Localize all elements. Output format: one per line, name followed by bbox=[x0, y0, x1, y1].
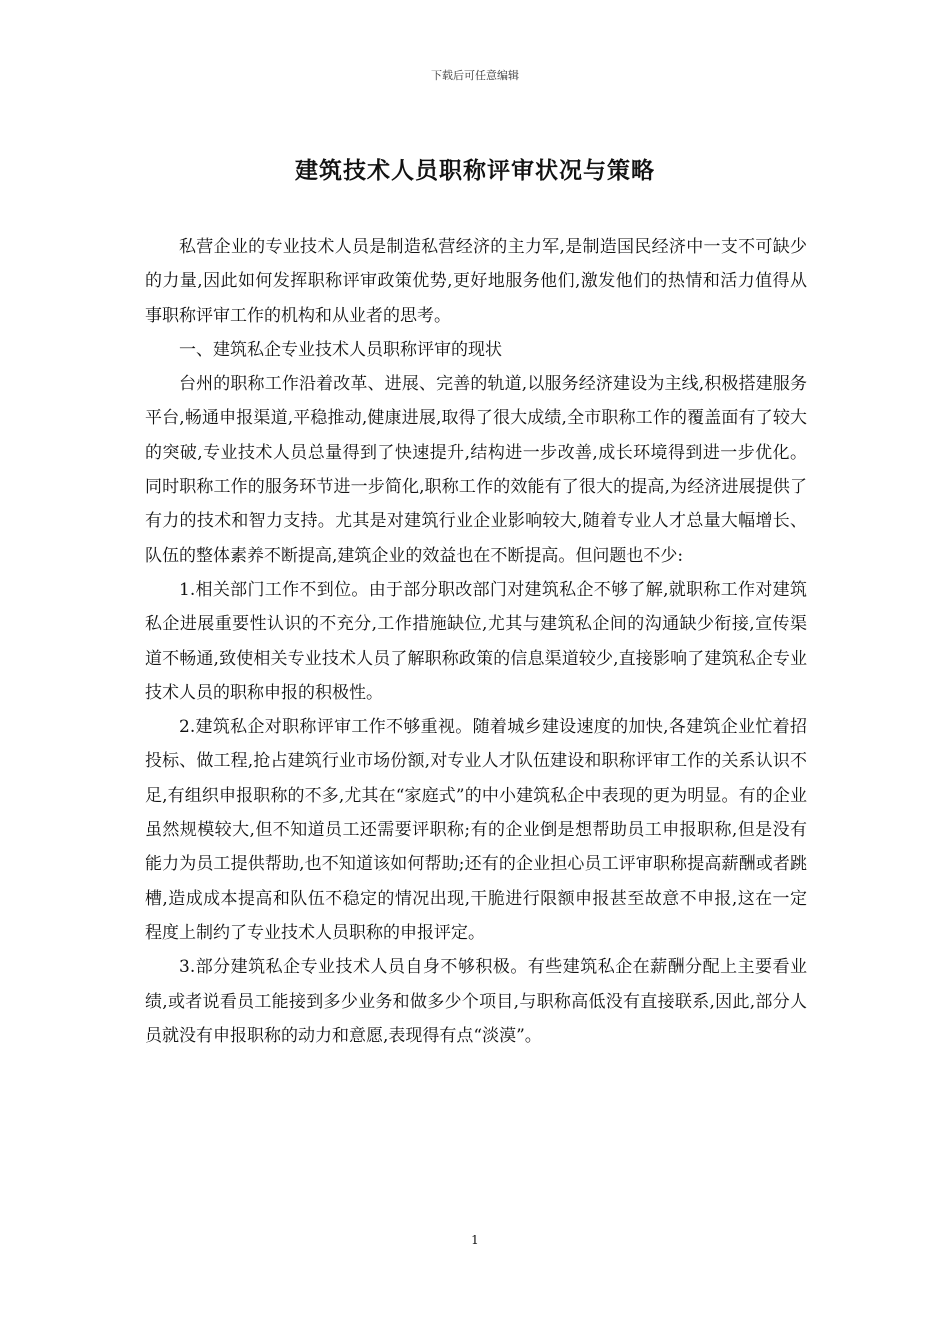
document-body bbox=[145, 230, 807, 1053]
paragraph-point-3: 3.部分建筑私企专业技术人员自身不够积极。有些建筑私企在薪酬分配上主要看业绩,或者说看员工能接到多少业务和做多少个项目,与职称高低没有直接联系,因此,部分人员就没有申报职称的动力和意愿,表现得有点“淡漠”。 bbox=[145, 957, 807, 1046]
paragraph-point-1: 1.相关部门工作不到位。由于部分职改部门对建筑私企不够了解,就职称工作对建筑私企进展重要性认识的不充分,工作措施缺位,尤其与建筑私企间的沟通缺少衔接,宣传渠道不畅通,致使相关专业技术人员了解职称政策的信息渠道较少,直接影响了建筑私企专业技术人员的职称申报的积极性。 bbox=[145, 579, 807, 703]
header-note: 下载后可任意编辑 bbox=[431, 69, 519, 82]
section-heading-status: 一、建筑私企专业技术人员职称评审的现状 bbox=[179, 339, 502, 360]
page-number: 1 bbox=[471, 1233, 479, 1247]
paragraph-point-2: 2.建筑私企对职称评审工作不够重视。随着城乡建设速度的加快,各建筑企业忙着招投标、做工程,抢占建筑行业市场份额,对专业人才队伍建设和职称评审工作的关系认识不足,有组织申报职称的不多,尤其在“家庭式”的中小建筑私企中表现的更为明显。有的企业虽然规模较大,但不知道员工还需要评职称;有的企业倒是想帮助员工申报职称,但是没有能力为员工提供帮助,也不知道该如何帮助;还有的企业担心员工评审职称提高薪酬或者跳槽,造成成本提高和队伍不稳定的情况出现,干脆进行限额申报甚至故意不申报,这在一定程度上制约了专业技术人员职称的申报评定。 bbox=[145, 717, 807, 943]
document-title: 建筑技术人员职称评审状况与策略 bbox=[295, 157, 655, 184]
paragraph-taizhou-overview: 台州的职称工作沿着改革、进展、完善的轨道,以服务经济建设为主线,积极搭建服务平台,畅通申报渠道,平稳推动,健康进展,取得了很大成绩,全市职称工作的覆盖面有了较大的突破,专业技术人员总量得到了快速提升,结构进一步改善,成长环境得到进一步优化。同时职称工作的服务环节进一步简化,职称工作的效能有了很大的提高,为经济进展提供了有力的技术和智力支持。尤其是对建筑行业企业影响较大,随着专业人才总量大幅增长、队伍的整体素养不断提高,建筑企业的效益也在不断提高。但问题也不少: bbox=[145, 374, 807, 566]
paragraph-intro: 私营企业的专业技术人员是制造私营经济的主力军,是制造国民经济中一支不可缺少的力量,因此如何发挥职称评审政策优势,更好地服务他们,激发他们的热情和活力值得从事职称评审工作的机构和从业者的思考。 bbox=[145, 237, 807, 326]
